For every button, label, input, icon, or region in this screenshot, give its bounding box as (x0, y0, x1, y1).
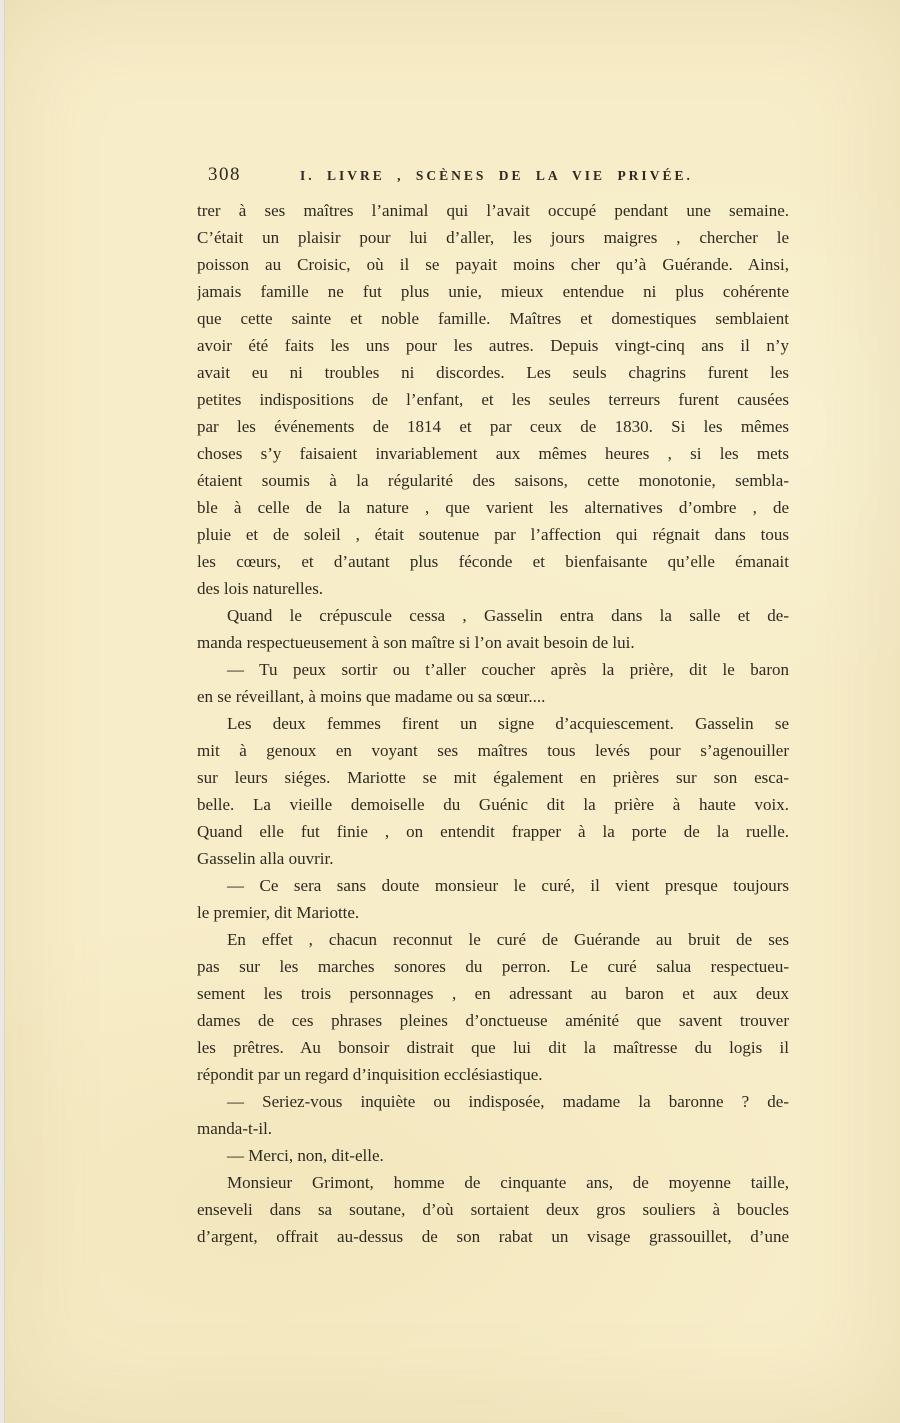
text-line: Les deux femmes firent un signe d’acquiescement. Gasselin se (227, 714, 789, 733)
page-header (197, 162, 789, 190)
text-line: Quand elle fut finie , on entendit frapper à la porte de la ruelle. (197, 822, 789, 841)
text-line: que cette sainte et noble famille. Maîtres et domestiques semblaient (197, 309, 789, 328)
text-line: manda respectueusement à son maître si l’on avait besoin de lui. (197, 633, 635, 652)
scan-edge-strip (0, 0, 5, 1423)
text-line: manda-t-il. (197, 1119, 273, 1138)
text-line: — Tu peux sortir ou t’aller coucher après la prière, dit le baron (227, 660, 789, 679)
text-line: en se réveillant, à moins que madame ou sa sœur.... (197, 687, 546, 706)
text-line: belle. La vieille demoiselle du Guénic dit la prière à haute voix. (197, 795, 789, 814)
text-line: Quand le crépuscule cessa , Gasselin entra dans la salle et de- (227, 606, 789, 625)
text-line: — Ce sera sans doute monsieur le curé, il vient presque toujours (227, 876, 789, 895)
text-line: des lois naturelles. (197, 579, 324, 598)
text-line: choses s’y faisaient invariablement aux mêmes heures , si les mets (197, 444, 789, 463)
running-title: I. LIVRE , SCÈNES DE LA VIE PRIVÉE. (300, 168, 693, 183)
text-line: — Seriez-vous inquiète ou indisposée, madame la baronne ? de- (227, 1092, 789, 1111)
text-line: les prêtres. Au bonsoir distrait que lui dit la maîtresse du logis il (197, 1038, 789, 1057)
text-line: — Merci, non, dit-elle. (227, 1146, 384, 1165)
text-line: dames de ces phrases pleines d’onctueuse aménité que savent trouver (197, 1011, 789, 1030)
text-line: petites indispositions de l’enfant, et les seules terreurs furent causées (197, 390, 789, 409)
text-line: Gasselin alla ouvrir. (197, 849, 334, 868)
text-line: sur leurs siéges. Mariotte se mit également en prières sur son esca- (197, 768, 789, 787)
text-line: les cœurs, et d’autant plus féconde et bienfaisante qu’elle émanait (197, 552, 789, 571)
text-line: répondit par un regard d’inquisition ecclésiastique. (197, 1065, 543, 1084)
text-line: par les événements de 1814 et par ceux de 1830. Si les mêmes (197, 417, 789, 436)
text-line: étaient soumis à la régularité des saisons, cette monotonie, sembla- (197, 471, 789, 490)
text-line: ble à celle de la nature , que varient les alternatives d’ombre , de (197, 498, 789, 517)
text-line: avait eu ni troubles ni discordes. Les seuls chagrins furent les (197, 363, 789, 382)
page-number: 308 (208, 164, 241, 185)
text-line: trer à ses maîtres l’animal qui l’avait occupé pendant une semaine. (197, 201, 789, 220)
text-line: sement les trois personnages , en adressant au baron et aux deux (197, 984, 789, 1003)
text-line: jamais famille ne fut plus unie, mieux entendue ni plus cohérente (197, 282, 789, 301)
text-line: Monsieur Grimont, homme de cinquante ans, de moyenne taille, (227, 1173, 789, 1192)
text-line: poisson au Croisic, où il se payait moins cher qu’à Guérande. Ainsi, (197, 255, 789, 274)
text-line: En effet , chacun reconnut le curé de Guérande au bruit de ses (227, 930, 789, 949)
text-line: d’argent, offrait au-dessus de son rabat un visage grassouillet, d’une (197, 1227, 789, 1246)
text-line: avoir été faits les uns pour les autres. Depuis vingt-cinq ans il n’y (197, 336, 789, 355)
text-block (197, 197, 789, 1250)
text-line: enseveli dans sa soutane, d’où sortaient deux gros souliers à boucles (197, 1200, 789, 1219)
text-line: pas sur les marches sonores du perron. Le curé salua respectueu- (197, 957, 789, 976)
text-line: le premier, dit Mariotte. (197, 903, 360, 922)
text-line: mit à genoux en voyant ses maîtres tous levés pour s’agenouiller (197, 741, 789, 760)
text-line: pluie et de soleil , était soutenue par l’affection qui régnait dans tous (197, 525, 789, 544)
text-line: C’était un plaisir pour lui d’aller, les jours maigres , chercher le (197, 228, 789, 247)
